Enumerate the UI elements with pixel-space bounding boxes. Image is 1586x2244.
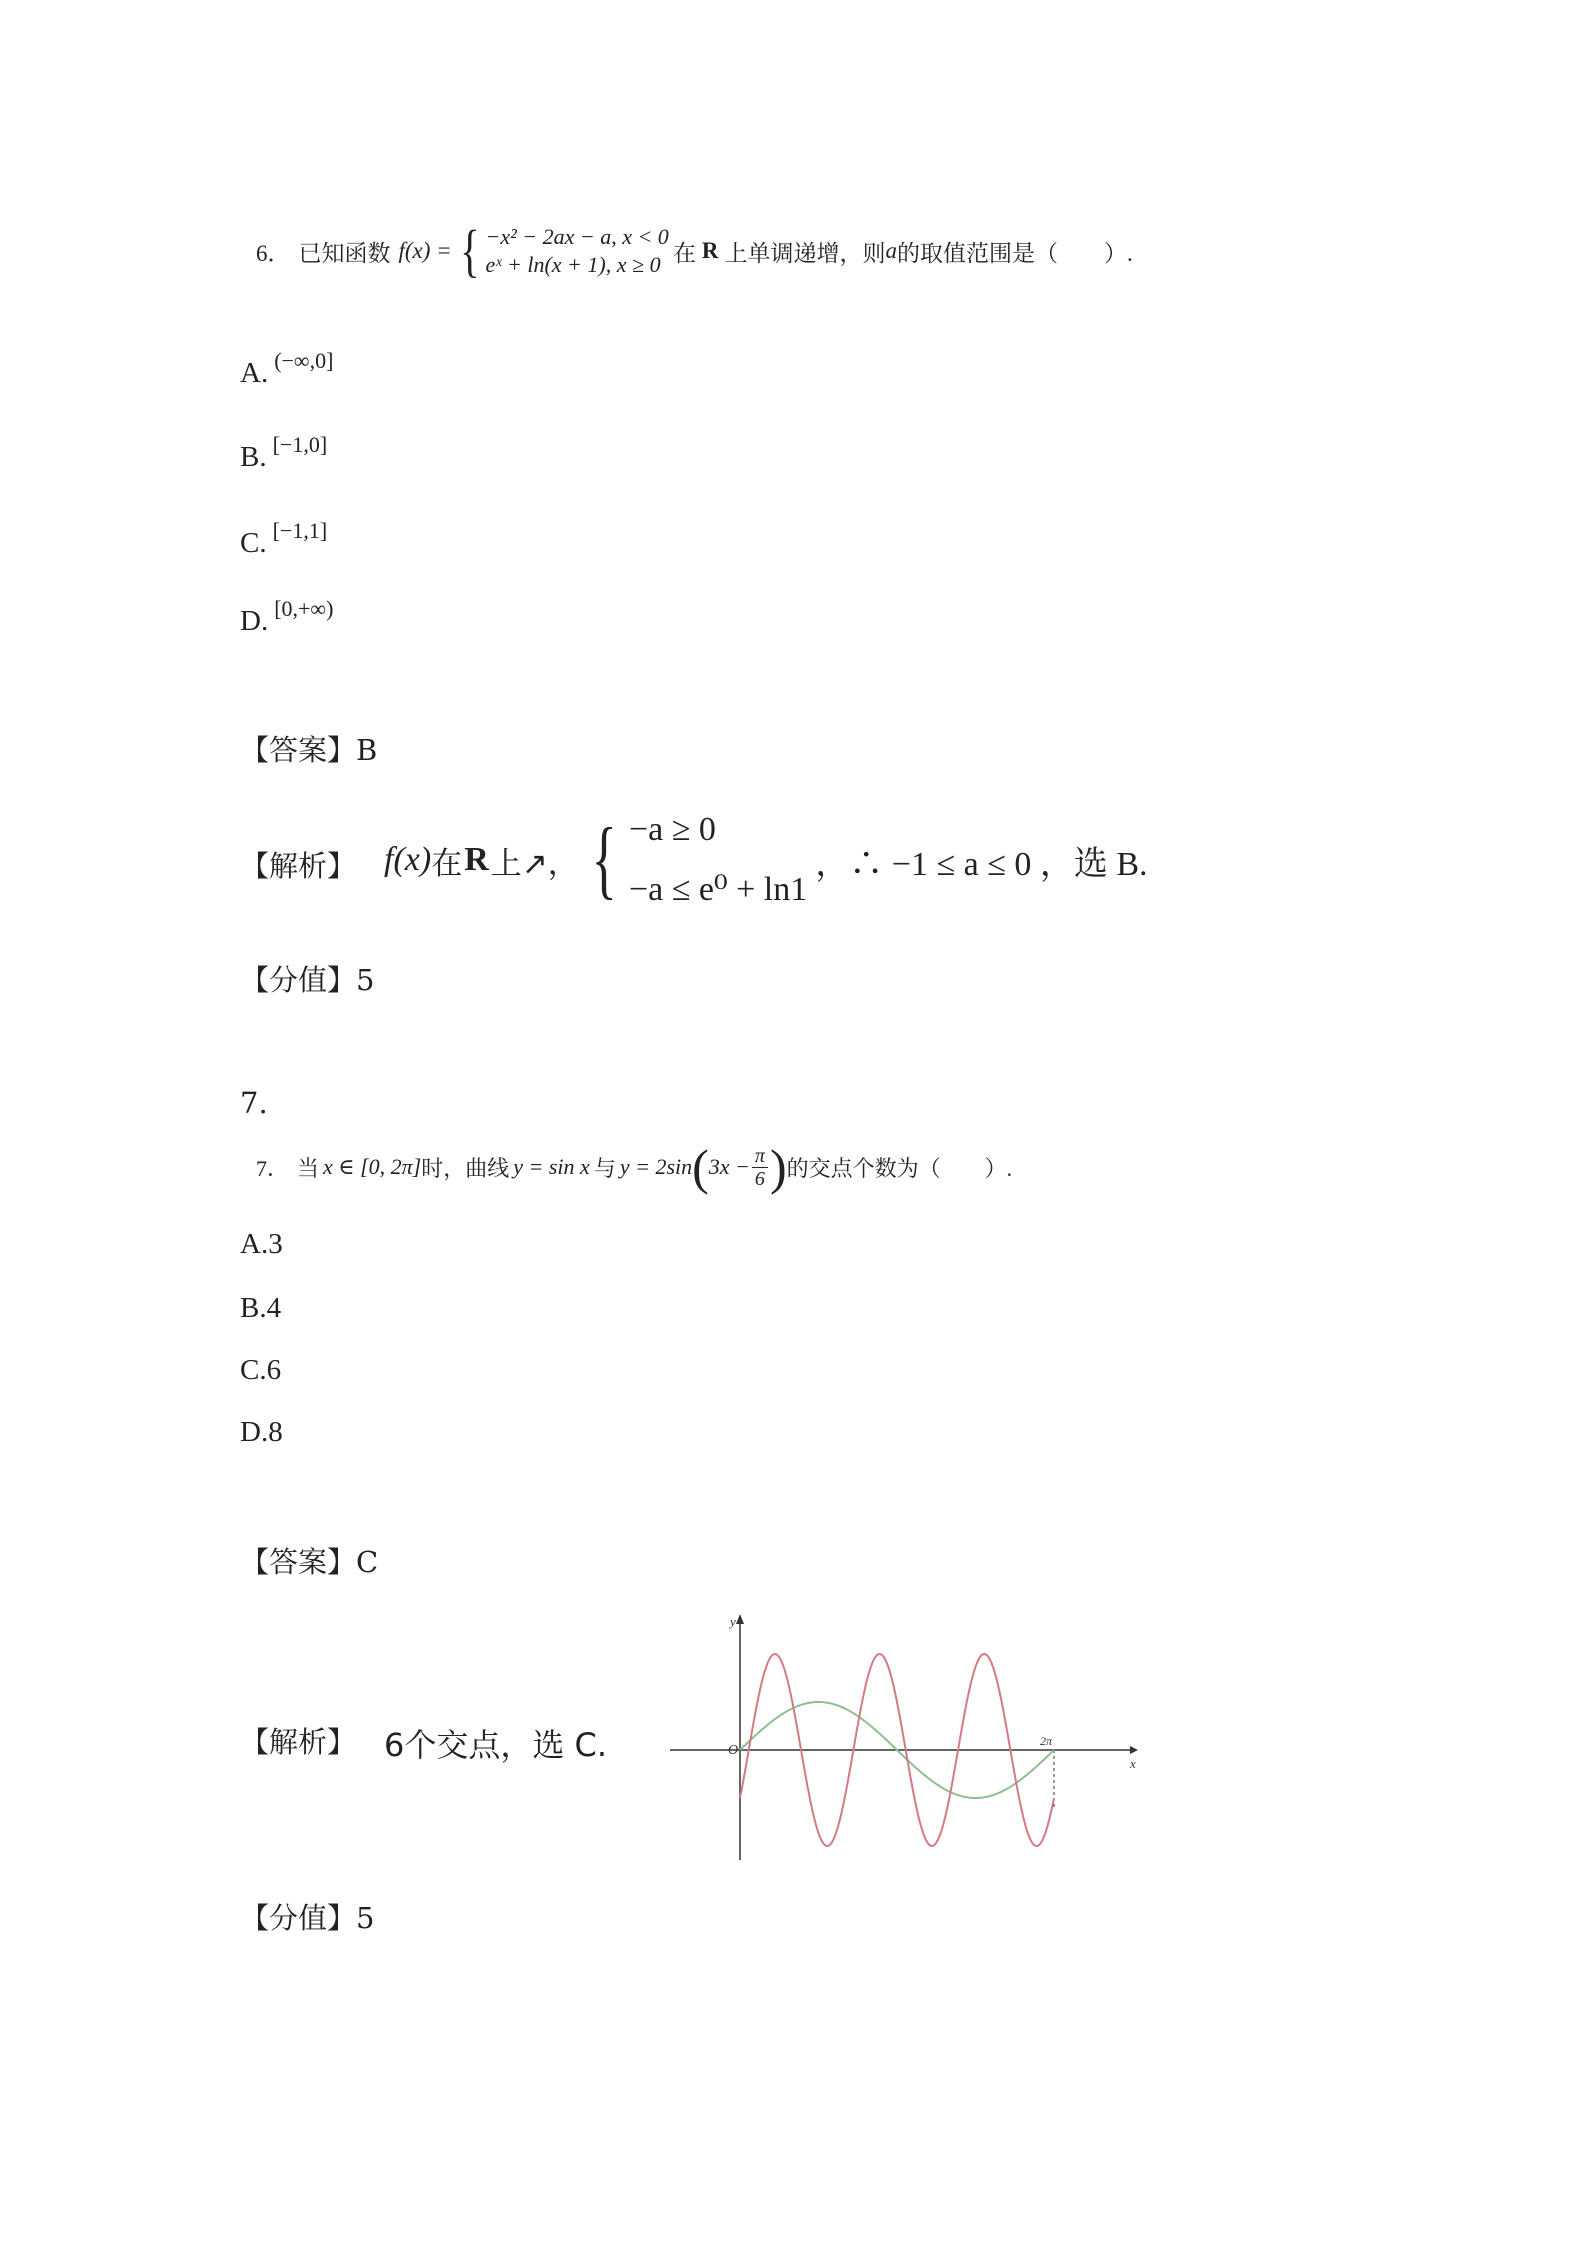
q7-option-a: A.3	[240, 1228, 283, 1260]
q6-analysis-case2: −a ≤ e⁰ + ln1	[628, 871, 808, 908]
q6-stem-mid1: 在	[672, 240, 696, 266]
q6-answer-tag: 【答案】	[240, 733, 357, 767]
q7-score-tag: 【分值】	[240, 1901, 357, 1935]
q7-answer-tag: 【答案】	[240, 1545, 357, 1579]
q6-bold-r: R	[701, 238, 719, 263]
two-pi-label: 2π	[1040, 1734, 1053, 1748]
q6-option-c: C. [−1,1]	[240, 518, 328, 559]
q6-answer	[240, 728, 377, 769]
q6-analysis-case1: −a ≥ 0	[628, 811, 716, 848]
q7-score	[240, 1896, 374, 1937]
q7-option-c: C.6	[240, 1354, 282, 1386]
x-axis-label: x	[1130, 1756, 1136, 1771]
y-axis-arrow	[736, 1614, 744, 1624]
q7-curve2-pre: y = 2sin	[619, 1154, 693, 1179]
q7-stem-mid1: 时，曲线	[421, 1155, 510, 1181]
q6-option-d: D. $^{[0,+\infty)}$	[240, 596, 334, 637]
q6-analysis-mid1: 在	[431, 845, 463, 882]
q6-analysis-tag: 【解析】	[240, 849, 357, 883]
q6-case2: eˣ + ln(x + 1), x ≥ 0	[485, 252, 661, 277]
q6-option-b: B. [−1,0]	[240, 432, 328, 473]
q7-option-b: B.4	[240, 1292, 282, 1324]
q6-stem	[256, 218, 1133, 283]
q6-score-value: 5	[356, 963, 375, 997]
q6-analysis-func: f(x)	[384, 841, 432, 878]
y-axis-label: y	[730, 1614, 736, 1629]
q6-analysis: f(x) 在 R 上↗， { −a ≥ 0 −a ≤ e⁰ + ln1 ，∴ −1 ≤ a ≤ 0 ，选 B.	[384, 800, 1148, 920]
q6-func: f(x) =	[398, 238, 452, 263]
q7-graph	[660, 1610, 1140, 1870]
q7-fraction	[752, 1145, 768, 1190]
q7-stem: 7． 当 x ∈ [0, 2π] 时，曲线 y = sin x 与 y = 2sin ( 3x − $\frac{\pi}{6}$ ) 的交点个数为（ ）.	[256, 1139, 1013, 1195]
q6-number: 6．	[256, 240, 291, 266]
q6-option-a: A. $^{(-\infty,0]}$	[240, 348, 334, 389]
q6-analysis-r: R	[464, 841, 489, 878]
q7-analysis-tag: 【解析】	[240, 1725, 357, 1759]
q6-stem-post: 的取值范围是（ ）.	[896, 240, 1133, 266]
q7-number-line: 7.	[240, 1086, 268, 1120]
q7-analysis-text: 6个交点，选 C.	[384, 1726, 608, 1764]
q7-frac-den: 6	[754, 1167, 765, 1190]
q6-piecewise: { −x² − 2ax − a, x < 0 eˣ + ln(x + 1), x ≥ 0	[459, 218, 669, 283]
x-axis-arrow	[1130, 1746, 1138, 1754]
q7-stem-post: 的交点个数为（ ）.	[786, 1155, 1013, 1181]
q6-case1: −x² − 2ax − a, x < 0	[485, 224, 669, 249]
q7-frac-num: π	[752, 1145, 768, 1168]
q6-stem-mid2: 上单调递增，则	[724, 240, 886, 266]
q7-curve2-a: 3x −	[708, 1154, 750, 1179]
origin-label: O	[728, 1743, 739, 1758]
q6-answer-value: B	[356, 733, 378, 767]
q6-analysis-mid2: 上↗，	[490, 845, 579, 882]
q7-option-d: D.8	[240, 1416, 283, 1448]
q7-answer	[240, 1540, 378, 1581]
q6-stem-pre: 已知函数	[298, 240, 391, 266]
q6-score	[240, 958, 374, 999]
q7-stem-pre: 当	[297, 1155, 320, 1181]
q7-cond: x ∈ [0, 2π]	[323, 1154, 422, 1179]
q7-stem-mid2: 与	[593, 1155, 616, 1181]
q6-analysis-tail: ，∴ −1 ≤ a ≤ 0 ，选 B.	[815, 845, 1148, 883]
q6-var-a: a	[885, 238, 897, 263]
q7-answer-value: C	[356, 1545, 379, 1579]
q7-curve1: y = sin x	[513, 1154, 590, 1179]
q7-score-value: 5	[356, 1901, 375, 1935]
q6-score-tag: 【分值】	[240, 963, 357, 997]
q7-number: 7．	[256, 1155, 290, 1181]
